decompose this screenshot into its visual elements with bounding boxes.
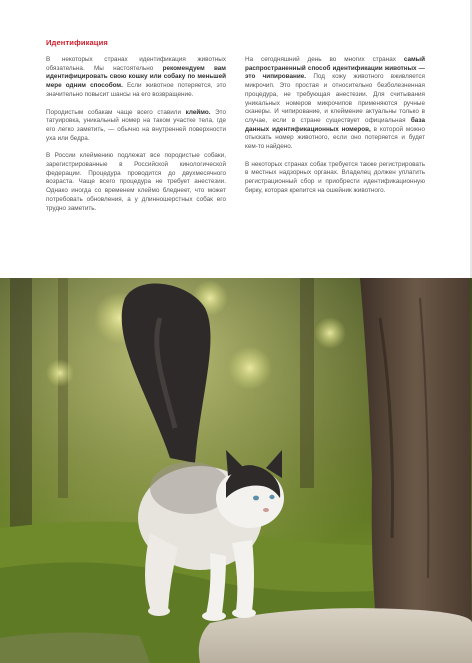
paragraph (46, 56, 226, 100)
emphasis-text: база данных идентификационных номеров, (245, 116, 425, 133)
paragraph (245, 56, 425, 152)
emphasis-text: клеймо. (185, 108, 211, 116)
left-text-column (46, 56, 226, 222)
body-text: в которой можно отыскать номер животного, если оно потеряется и будет кем-то найдено. (245, 125, 425, 151)
cat-photo (0, 278, 472, 663)
cat-photo-illustration (0, 278, 472, 663)
emphasis-text: рекомендуем вам идентифицировать свою кошку или собаку по меньшей мере одним способом. (46, 64, 226, 90)
body-text: В некоторых странах идентификация животных обязательна. Мы настоятельно (46, 56, 226, 72)
section-heading: Идентификация (46, 38, 108, 47)
body-text: Породистым собакам чаще всего ставили (46, 108, 186, 116)
paragraph (245, 161, 425, 196)
body-text: Это татуировка, уникальный номер на таком участке тела, где его легко заметить, — обычно на внутренней поверхности уха или бедра. (46, 108, 226, 142)
right-text-column (245, 56, 425, 205)
body-text: В России клеймению подлежат все породистые собаки, зарегистрированные в Российской кинологической федерации. Процедура проводится до двухмесячного возраста. Чаще всего процедура не требует анестезии. Однако иногда со временем клеймо бледнеет, что может потребовать обновления, а у длинношерстных собак его трудно заметить. (46, 152, 226, 212)
body-text: В некоторых странах собак требуется также регистрировать в местных надзорных органах. Владелец должен уплатить регистрационный сбор и приобрести идентификационную бирку, которая крепится на ошейник животного. (245, 160, 425, 194)
body-text: Под кожу животного вживляется микрочип. Это простая и относительно безболезненная процедура, не требующая анестезии. Для считывания уникальных номеров микрочипов применяются ручные сканеры. И чипирование, и клеймение актуальны только в случае, если в стране существует официальная (245, 73, 425, 124)
paragraph (46, 152, 226, 213)
paragraph (46, 109, 226, 144)
emphasis-text: самый распространенный способ идентификации животных — это чипирование. (245, 56, 425, 81)
body-text: На сегодняшний день во многих странах (245, 56, 404, 63)
body-text: Если животное потеряется, это значительно повысит шансы на его возвращение. (46, 82, 226, 98)
